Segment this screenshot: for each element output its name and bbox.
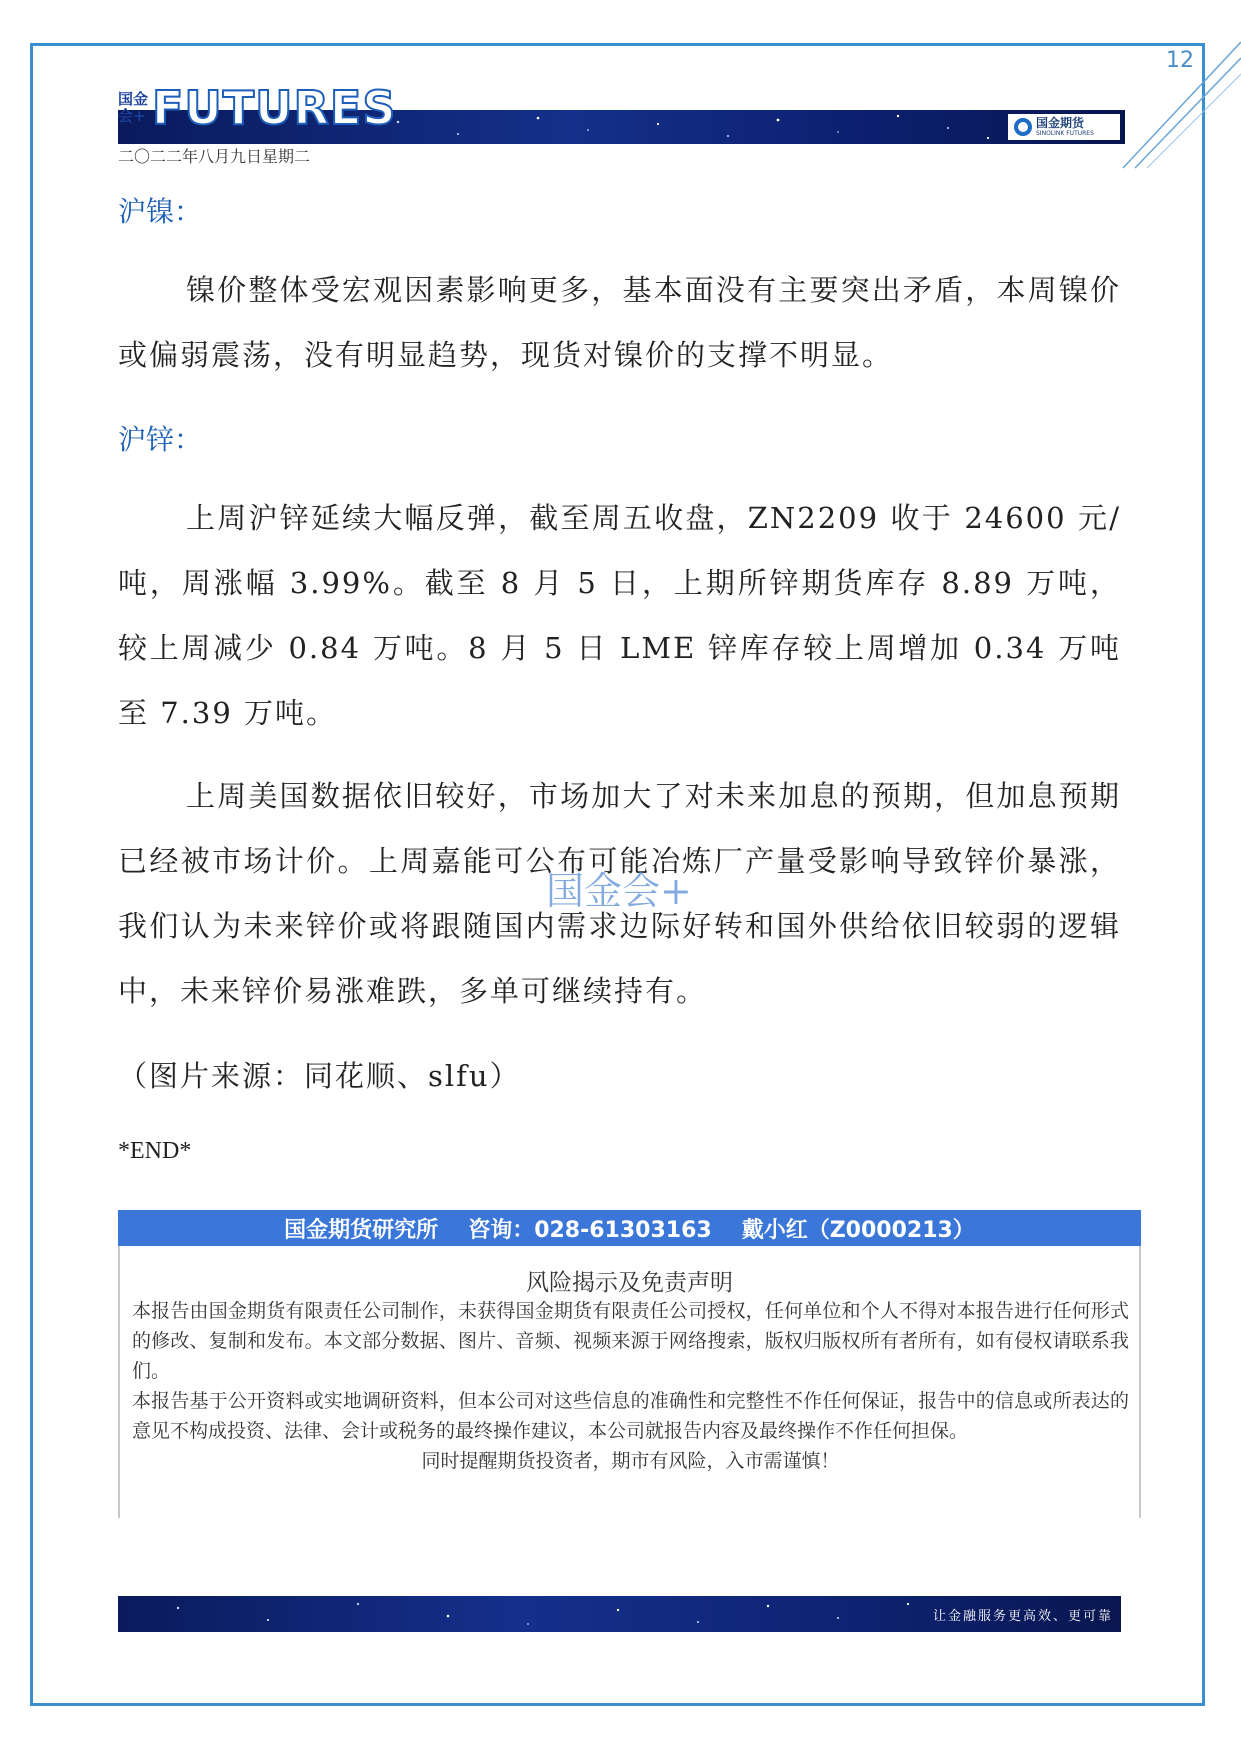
report-date: 二〇二二年八月九日星期二: [118, 147, 311, 166]
disclaimer-line: 本报告基于公开资料或实地调研资料，但本公司对这些信息的准确性和完整性不作任何保证，报告中的信息或所表达的意见不构成投资、法律、会计或税务的最终操作建议，本公司就报告内容及最终操作不作任何担保。: [132, 1390, 1129, 1442]
disclaimer-line: 同时提醒期货投资者，期市有风险，入市需谨慎！: [421, 1450, 840, 1472]
footer-slogan: 让金融服务更高效、更可靠: [932, 1609, 1113, 1624]
footer-band: [118, 1596, 1121, 1632]
paragraph-nickel: 镍价整体受宏观因素影响更多，基本面没有主要突出矛盾，本周镍价或偏弱震荡，没有明显趋势，现货对镍价的支撑不明显。: [118, 273, 1121, 372]
institute-name: 国金期货研究所: [284, 1217, 439, 1243]
corner-decoration: [1115, 40, 1241, 170]
logo-futures: [118, 81, 397, 135]
section-title-nickel: 沪镍：: [118, 195, 203, 228]
disclaimer-box: [118, 1246, 1141, 1518]
logo-en-text: FUTURES: [152, 81, 397, 135]
page-number: 12: [1166, 48, 1194, 73]
section-title-zinc: 沪锌：: [118, 423, 203, 456]
image-source-note: （图片来源：同花顺、slfu）: [118, 1059, 521, 1093]
brand-logo: [1008, 114, 1120, 140]
paragraph-zinc-1: 上周沪锌延续大幅反弹，截至周五收盘，ZN2209 收于 24600 元/吨，周涨幅 3.99%。截至 8 月 5 日，上期所锌期货库存 8.89 万吨，较上周减少 0.84 万吨。8 月 5 日 LME 锌库存较上周增加 0.34 万吨至 7.39 万吨。: [118, 501, 1121, 730]
end-marker: *END*: [118, 1138, 192, 1164]
paragraph-zinc-2: 上周美国数据依旧较好，市场加大了对未来加息的预期，但加息预期已经被市场计价。上周嘉能可公布可能冶炼厂产量受影响导致锌价暴涨，我们认为未来锌价或将跟随国内需求边际好转和国外供给依旧较弱的逻辑中，未来锌价易涨难跌，多单可继续持有。: [118, 779, 1121, 1008]
disclaimer-body: [132, 1296, 1129, 1476]
analyst-name: 戴小红（Z0000213）: [741, 1217, 975, 1243]
brand-mark-icon: [1014, 118, 1032, 136]
watermark: 国金会+: [546, 869, 692, 913]
contact-phone: 咨询：028-61303163: [468, 1217, 712, 1243]
disclaimer-title: 风险揭示及免责声明: [526, 1270, 733, 1296]
disclaimer-line: 本报告由国金期货有限责任公司制作，未获得国金期货有限责任公司授权，任何单位和个人不得对本报告进行任何形式的修改、复制和发布。本文部分数据、图片、音频、视频来源于网络搜索，版权归版权所有者所有，如有侵权请联系我们。: [132, 1300, 1129, 1382]
brand-cn: 国金期货: [1036, 116, 1085, 130]
logo-cn-text: 国金会+: [118, 90, 149, 125]
brand-en: SINOLINK FUTURES: [1036, 130, 1094, 137]
disclaimer-header-bar: [118, 1210, 1141, 1246]
